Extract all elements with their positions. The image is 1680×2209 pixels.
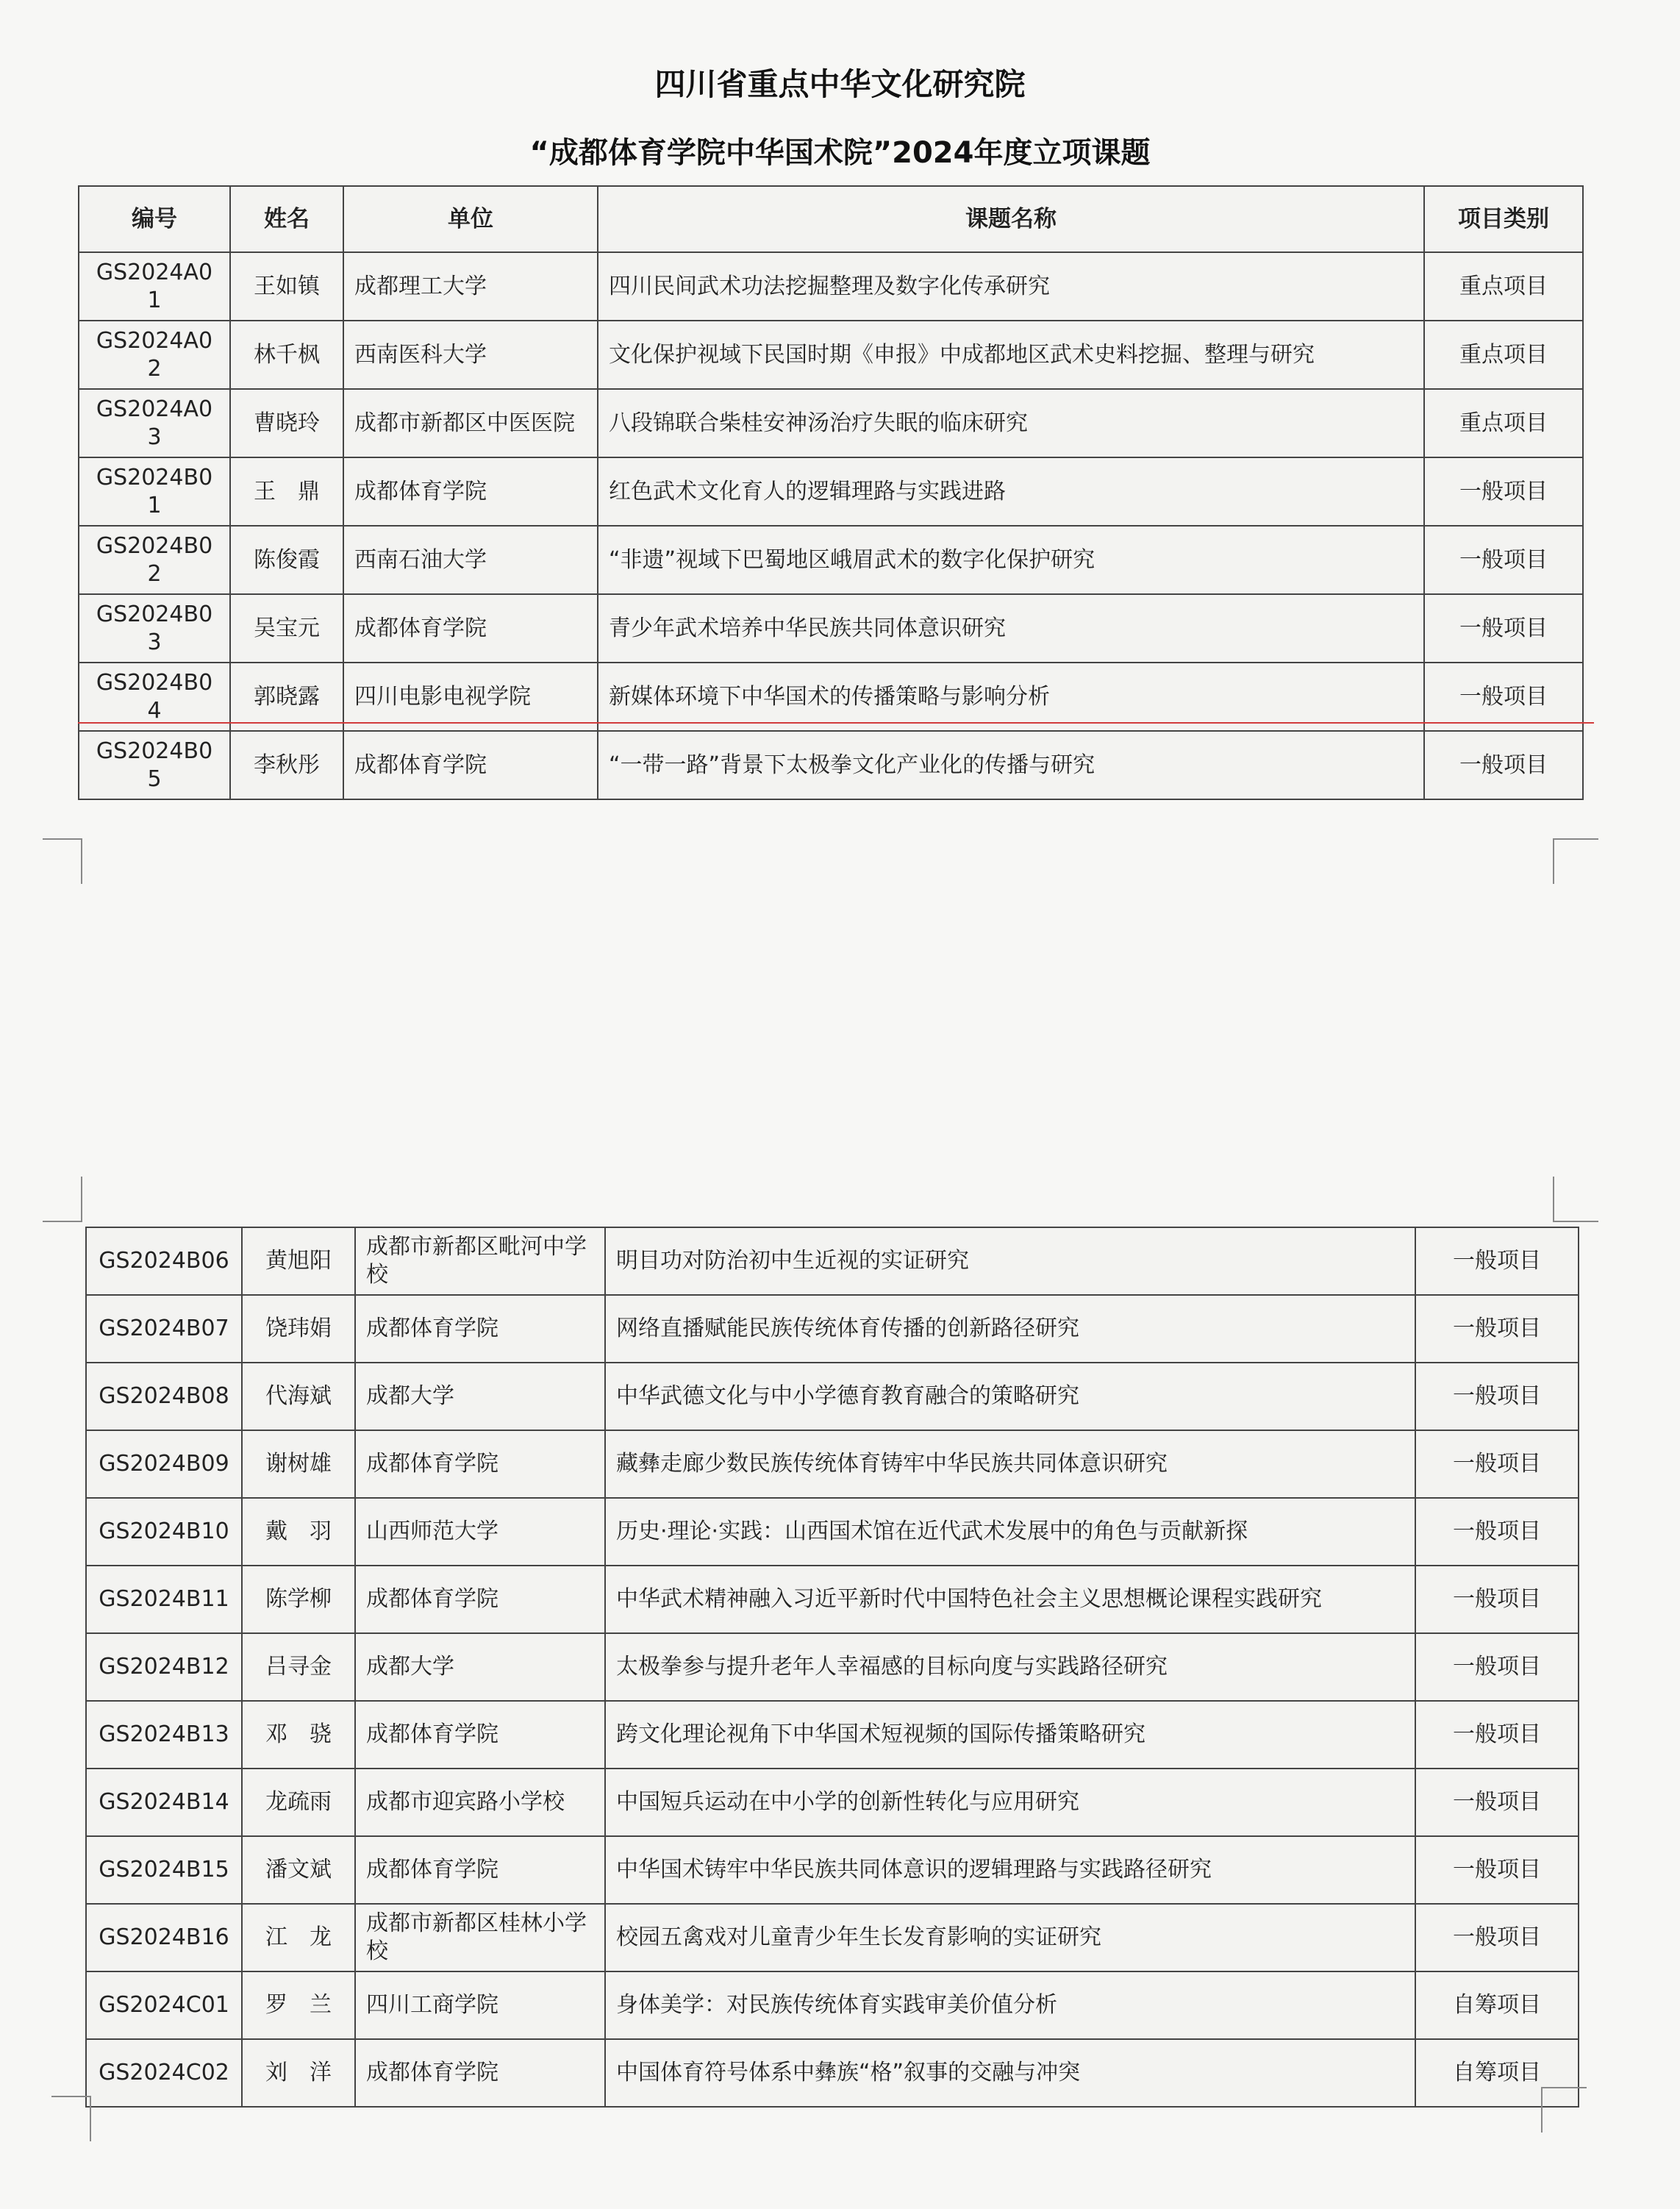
cell-type: 一般项目 xyxy=(1415,1633,1579,1701)
cell-unit: 成都大学 xyxy=(355,1363,605,1430)
cell-name: 李秋彤 xyxy=(230,731,343,799)
cell-type: 重点项目 xyxy=(1424,389,1583,457)
table-row xyxy=(79,389,1583,457)
cell-topic: 中华武术精神融入习近平新时代中国特色社会主义思想概论课程实践研究 xyxy=(605,1566,1415,1633)
table-row xyxy=(79,663,1583,731)
cell-topic: 历史·理论·实践：山西国术馆在近代武术发展中的角色与贡献新探 xyxy=(605,1498,1415,1566)
cell-unit: 四川电影电视学院 xyxy=(343,663,598,731)
cell-id: GS2024B11 xyxy=(86,1566,242,1633)
table-row xyxy=(79,321,1583,389)
crop-mark xyxy=(1541,2087,1587,2133)
cell-id: GS2024A03 xyxy=(79,389,230,457)
cell-type: 一般项目 xyxy=(1424,731,1583,799)
table-row xyxy=(86,1295,1579,1363)
cell-unit: 成都市新都区毗河中学校 xyxy=(355,1227,605,1295)
cell-name: 曹晓玲 xyxy=(230,389,343,457)
cell-topic: 明目功对防治初中生近视的实证研究 xyxy=(605,1227,1415,1295)
cell-unit: 西南医科大学 xyxy=(343,321,598,389)
table-row xyxy=(86,1769,1579,1836)
cell-type: 一般项目 xyxy=(1415,1498,1579,1566)
document-subtitle: “成都体育学院中华国术院”2024年度立项课题 xyxy=(529,136,1151,170)
cell-id: GS2024C01 xyxy=(86,1971,242,2039)
cell-name: 代海斌 xyxy=(242,1363,355,1430)
cell-unit: 成都市新都区中医医院 xyxy=(343,389,598,457)
cell-unit: 成都体育学院 xyxy=(343,457,598,526)
cell-topic: “非遗”视域下巴蜀地区峨眉武术的数字化保护研究 xyxy=(598,526,1424,594)
cell-type: 一般项目 xyxy=(1415,1904,1579,1971)
cell-id: GS2024B02 xyxy=(79,526,230,594)
cell-unit: 山西师范大学 xyxy=(355,1498,605,1566)
cell-name: 邓 骁 xyxy=(242,1701,355,1769)
cell-topic: “一带一路”背景下太极拳文化产业化的传播与研究 xyxy=(598,731,1424,799)
cell-name: 陈学柳 xyxy=(242,1566,355,1633)
cell-type: 一般项目 xyxy=(1415,1295,1579,1363)
cell-unit: 成都市迎宾路小学校 xyxy=(355,1769,605,1836)
cell-name: 王如镇 xyxy=(230,252,343,321)
cell-id: GS2024B16 xyxy=(86,1904,242,1971)
table-body-page-2 xyxy=(86,1227,1579,2107)
cell-unit: 西南石油大学 xyxy=(343,526,598,594)
cell-name: 陈俊霞 xyxy=(230,526,343,594)
cell-type: 一般项目 xyxy=(1415,1836,1579,1904)
cell-type: 一般项目 xyxy=(1415,1227,1579,1295)
cell-type: 自筹项目 xyxy=(1415,2039,1579,2107)
table-row xyxy=(86,1633,1579,1701)
cell-type: 一般项目 xyxy=(1415,1566,1579,1633)
cell-unit: 成都市新都区桂林小学校 xyxy=(355,1904,605,1971)
cell-id: GS2024B06 xyxy=(86,1227,242,1295)
table-row xyxy=(86,2039,1579,2107)
table-row xyxy=(79,594,1583,663)
cell-id: GS2024A01 xyxy=(79,252,230,321)
cell-name: 郭晓露 xyxy=(230,663,343,731)
cell-topic: 新媒体环境下中华国术的传播策略与影响分析 xyxy=(598,663,1424,731)
table-body-page-1 xyxy=(79,252,1583,799)
cell-topic: 中华武德文化与中小学德育教育融合的策略研究 xyxy=(605,1363,1415,1430)
header-id: 编号 xyxy=(79,186,230,252)
crop-mark xyxy=(1553,838,1598,884)
crop-mark xyxy=(43,1177,82,1222)
table-row xyxy=(79,526,1583,594)
cell-type: 重点项目 xyxy=(1424,321,1583,389)
cell-name: 潘文斌 xyxy=(242,1836,355,1904)
cell-name: 吕寻金 xyxy=(242,1633,355,1701)
cell-name: 饶玮娟 xyxy=(242,1295,355,1363)
cell-type: 一般项目 xyxy=(1415,1430,1579,1498)
cell-id: GS2024B13 xyxy=(86,1701,242,1769)
cell-unit: 成都体育学院 xyxy=(343,594,598,663)
document-title: 四川省重点中华文化研究院 xyxy=(654,66,1026,102)
cell-name: 谢树雄 xyxy=(242,1430,355,1498)
table-row xyxy=(79,252,1583,321)
cell-topic: 跨文化理论视角下中华国术短视频的国际传播策略研究 xyxy=(605,1701,1415,1769)
cell-topic: 身体美学：对民族传统体育实践审美价值分析 xyxy=(605,1971,1415,2039)
cell-topic: 藏彝走廊少数民族传统体育铸牢中华民族共同体意识研究 xyxy=(605,1430,1415,1498)
cell-topic: 中国体育符号体系中彝族“格”叙事的交融与冲突 xyxy=(605,2039,1415,2107)
cell-topic: 太极拳参与提升老年人幸福感的目标向度与实践路径研究 xyxy=(605,1633,1415,1701)
cell-topic: 网络直播赋能民族传统体育传播的创新路径研究 xyxy=(605,1295,1415,1363)
cell-type: 一般项目 xyxy=(1424,663,1583,731)
crop-mark xyxy=(51,2096,91,2141)
table-row xyxy=(86,1363,1579,1430)
cell-name: 王 鼎 xyxy=(230,457,343,526)
cell-unit: 成都体育学院 xyxy=(355,1836,605,1904)
table-row xyxy=(86,1430,1579,1498)
cell-topic: 红色武术文化育人的逻辑理路与实践进路 xyxy=(598,457,1424,526)
cell-unit: 成都大学 xyxy=(355,1633,605,1701)
cell-topic: 八段锦联合柴桂安神汤治疗失眠的临床研究 xyxy=(598,389,1424,457)
cell-id: GS2024C02 xyxy=(86,2039,242,2107)
cell-topic: 校园五禽戏对儿童青少年生长发育影响的实证研究 xyxy=(605,1904,1415,1971)
header-topic: 课题名称 xyxy=(598,186,1424,252)
table-row xyxy=(86,1836,1579,1904)
cell-id: GS2024A02 xyxy=(79,321,230,389)
table-row xyxy=(86,1701,1579,1769)
cell-unit: 成都理工大学 xyxy=(343,252,598,321)
cell-name: 吴宝元 xyxy=(230,594,343,663)
cell-type: 一般项目 xyxy=(1424,594,1583,663)
cell-unit: 成都体育学院 xyxy=(355,1430,605,1498)
cell-name: 罗 兰 xyxy=(242,1971,355,2039)
cell-name: 刘 洋 xyxy=(242,2039,355,2107)
cell-id: GS2024B15 xyxy=(86,1836,242,1904)
cell-id: GS2024B09 xyxy=(86,1430,242,1498)
cell-unit: 成都体育学院 xyxy=(355,1566,605,1633)
cell-id: GS2024B04 xyxy=(79,663,230,731)
cell-name: 黄旭阳 xyxy=(242,1227,355,1295)
crop-mark xyxy=(1553,1177,1598,1222)
cell-id: GS2024B07 xyxy=(86,1295,242,1363)
table-row xyxy=(79,731,1583,799)
header-unit: 单位 xyxy=(343,186,598,252)
cell-unit: 成都体育学院 xyxy=(355,1701,605,1769)
red-guide-line xyxy=(78,722,1594,724)
cell-topic: 四川民间武术功法挖掘整理及数字化传承研究 xyxy=(598,252,1424,321)
cell-type: 一般项目 xyxy=(1424,457,1583,526)
table-header-row xyxy=(79,186,1583,252)
cell-type: 一般项目 xyxy=(1415,1363,1579,1430)
crop-mark xyxy=(43,838,82,884)
table-row xyxy=(86,1566,1579,1633)
header-name: 姓名 xyxy=(230,186,343,252)
cell-id: GS2024B05 xyxy=(79,731,230,799)
projects-table-page-1 xyxy=(78,185,1584,800)
cell-type: 一般项目 xyxy=(1415,1701,1579,1769)
cell-type: 一般项目 xyxy=(1415,1769,1579,1836)
cell-id: GS2024B10 xyxy=(86,1498,242,1566)
cell-id: GS2024B12 xyxy=(86,1633,242,1701)
cell-unit: 成都体育学院 xyxy=(355,2039,605,2107)
table-row xyxy=(79,457,1583,526)
cell-name: 戴 羽 xyxy=(242,1498,355,1566)
cell-id: GS2024B03 xyxy=(79,594,230,663)
projects-table-page-2 xyxy=(85,1227,1579,2108)
cell-topic: 青少年武术培养中华民族共同体意识研究 xyxy=(598,594,1424,663)
cell-id: GS2024B08 xyxy=(86,1363,242,1430)
cell-name: 林千枫 xyxy=(230,321,343,389)
cell-topic: 文化保护视域下民国时期《申报》中成都地区武术史料挖掘、整理与研究 xyxy=(598,321,1424,389)
cell-name: 江 龙 xyxy=(242,1904,355,1971)
cell-name: 龙疏雨 xyxy=(242,1769,355,1836)
cell-unit: 成都体育学院 xyxy=(343,731,598,799)
header-type: 项目类别 xyxy=(1424,186,1583,252)
cell-type: 自筹项目 xyxy=(1415,1971,1579,2039)
cell-id: GS2024B14 xyxy=(86,1769,242,1836)
cell-id: GS2024B01 xyxy=(79,457,230,526)
table-row xyxy=(86,1971,1579,2039)
cell-topic: 中华国术铸牢中华民族共同体意识的逻辑理路与实践路径研究 xyxy=(605,1836,1415,1904)
cell-topic: 中国短兵运动在中小学的创新性转化与应用研究 xyxy=(605,1769,1415,1836)
table-row xyxy=(86,1498,1579,1566)
cell-type: 一般项目 xyxy=(1424,526,1583,594)
cell-unit: 四川工商学院 xyxy=(355,1971,605,2039)
table-row xyxy=(86,1904,1579,1971)
cell-type: 重点项目 xyxy=(1424,252,1583,321)
table-row xyxy=(86,1227,1579,1295)
cell-unit: 成都体育学院 xyxy=(355,1295,605,1363)
